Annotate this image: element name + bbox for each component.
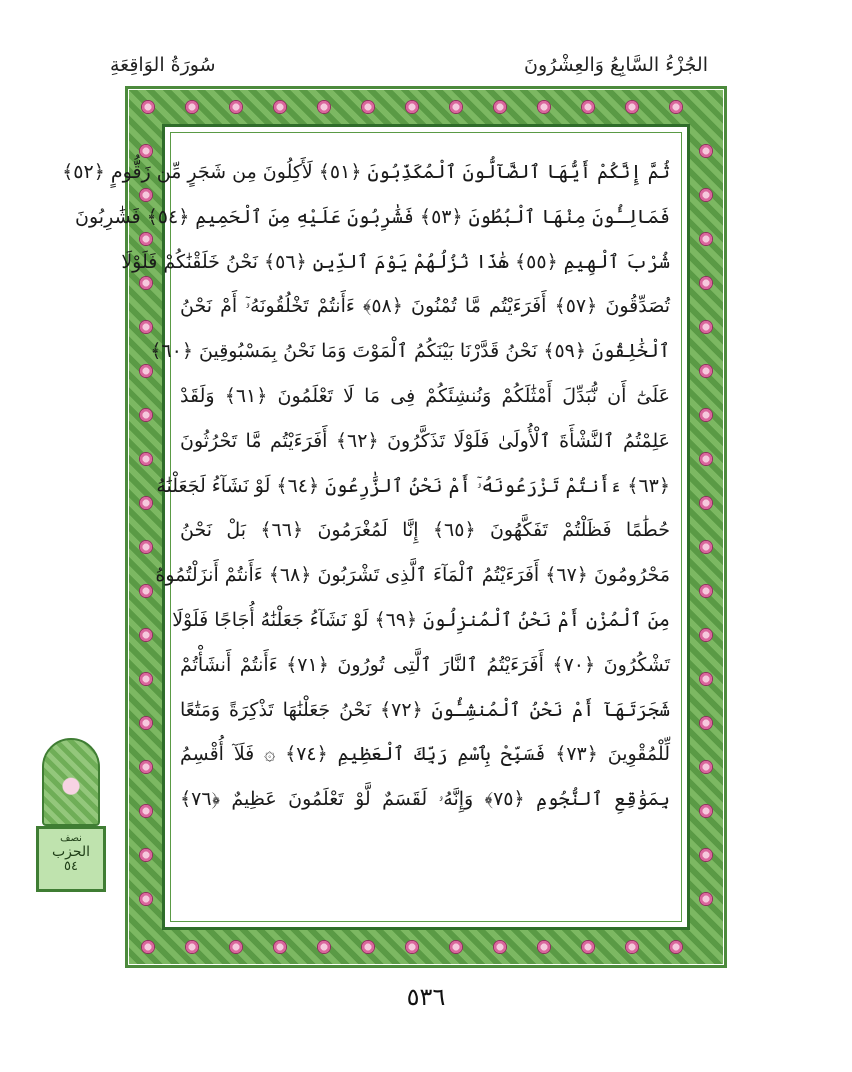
flower-ornament	[493, 100, 507, 114]
flower-ornament	[699, 716, 713, 730]
hizb-fraction: نصف	[60, 833, 82, 844]
flower-ornament	[669, 940, 683, 954]
hizb-word: الحزب	[51, 844, 91, 860]
flower-ornament	[139, 848, 153, 862]
flower-ornament	[317, 940, 331, 954]
flower-ornament	[405, 100, 419, 114]
flower-ornament	[699, 540, 713, 554]
flower-ornament	[273, 100, 287, 114]
flower-ornament	[581, 100, 595, 114]
flower-ornament	[699, 628, 713, 642]
text-line-13: شَجَرَتَهَآ أَمْ نَحْنُ ٱلْمُنشِـُٔونَ ﴿٧٢﴾ نَحْنُ جَعَلْنَٰهَا تَذْكِرَةً وَمَتَٰعًا	[180, 698, 670, 721]
text-line-14: لِّلْمُقْوِينَ ﴿٧٣﴾ فَسَبِّحْ بِٱسْمِ رَبِّكَ ٱلْعَظِيمِ ﴿٧٤﴾ ۞ فَلَآ أُقْسِمُ	[180, 743, 670, 766]
flower-ornament	[139, 628, 153, 642]
text-line-1: ثُمَّ إِنَّكُمْ أَيُّهَا ٱلضَّآلُّونَ ٱلْمُكَذِّبُونَ ﴿٥١﴾ لَأَكِلُونَ مِن شَجَرٍ مِّن زَقُّومٍ ﴿٥٢﴾	[62, 161, 670, 183]
flower-ornament	[699, 320, 713, 334]
flower-ornament	[229, 100, 243, 114]
flower-ornament	[699, 364, 713, 378]
flower-ornament	[699, 188, 713, 202]
flower-ornament	[669, 100, 683, 114]
flower-ornament	[139, 452, 153, 466]
flower-ornament	[699, 584, 713, 598]
flower-ornament	[139, 496, 153, 510]
text-line-8: ﴿٦٣﴾ ءَأَنتُمْ تَزْرَعُونَهُۥٓ أَمْ نَحْنُ ٱلزَّٰرِعُونَ ﴿٦٤﴾ لَوْ نَشَآءُ لَجَعَلْنَٰهُ	[156, 474, 670, 497]
flower-ornament	[361, 940, 375, 954]
hizb-marker	[34, 738, 108, 892]
text-line-10: مَحْرُومُونَ ﴿٦٧﴾ أَفَرَءَيْتُمُ ٱلْمَآءَ ٱلَّذِى تَشْرَبُونَ ﴿٦٨﴾ ءَأَنتُمْ أَنزَلْتُمُوهُ	[155, 564, 670, 587]
flower-ornament	[699, 672, 713, 686]
text-line-9: حُطَٰمًا فَظَلْتُمْ تَفَكَّهُونَ ﴿٦٥﴾ إِنَّا لَمُغْرَمُونَ ﴿٦٦﴾ بَلْ نَحْنُ	[180, 519, 671, 542]
flower-ornament	[537, 940, 551, 954]
flower-ornament	[699, 848, 713, 862]
flower-ornament	[699, 452, 713, 466]
flower-ornament	[449, 940, 463, 954]
flower-ornament	[141, 940, 155, 954]
flower-ornament	[273, 940, 287, 954]
text-line-4: تُصَدِّقُونَ ﴿٥٧﴾ أَفَرَءَيْتُم مَّا تُمْنُونَ ﴿٥٨﴾ ءَأَنتُمْ تَخْلُقُونَهُۥٓ أَمْ نَحْنُ	[180, 295, 670, 318]
flower-ornament	[699, 144, 713, 158]
juz-title: الجُزْءُ السَّابِعُ وَالعِشْرُونَ	[523, 54, 708, 76]
flower-ornament	[229, 940, 243, 954]
flower-ornament	[699, 892, 713, 906]
flower-ornament	[185, 100, 199, 114]
text-line-12: تَشْكُرُونَ ﴿٧٠﴾ أَفَرَءَيْتُمُ ٱلنَّارَ ٱلَّتِى تُورُونَ ﴿٧١﴾ ءَأَنتُمْ أَنشَأْتُمْ	[180, 653, 670, 676]
flower-ornament	[493, 940, 507, 954]
text-line-3: شُرْبَ ٱلْهِيمِ ﴿٥٥﴾ هَٰذَا نُزُلُهُمْ يَوْمَ ٱلدِّينِ ﴿٥٦﴾ نَحْنُ خَلَقْنَٰكُمْ فَلَوْلَا	[121, 250, 670, 273]
hizb-dome-ornament	[42, 738, 100, 826]
flower-ornament	[317, 100, 331, 114]
flower-ornament	[537, 100, 551, 114]
surah-title: سُورَةُ الوَاقِعَةِ	[110, 54, 216, 76]
flower-ornament	[139, 716, 153, 730]
text-line-6: عَلَىٰٓ أَن نُّبَدِّلَ أَمْثَٰلَكُمْ وَنُنشِئَكُمْ فِى مَا لَا تَعْلَمُونَ ﴿٦١﴾ وَلَقَدْ	[180, 384, 670, 407]
flower-ornament	[699, 276, 713, 290]
flower-ornament	[581, 940, 595, 954]
flower-ornament	[139, 408, 153, 422]
flower-ornament	[139, 760, 153, 774]
flower-ornament	[141, 100, 155, 114]
quran-text	[62, 150, 671, 822]
flower-ornament	[139, 892, 153, 906]
flower-ornament	[625, 100, 639, 114]
text-line-5: ٱلْخَٰلِقُونَ ﴿٥٩﴾ نَحْنُ قَدَّرْنَا بَيْنَكُمُ ٱلْمَوْتَ وَمَا نَحْنُ بِمَسْبُوقِينَ ﴿٦٠﴾	[150, 340, 670, 363]
flower-ornament	[449, 100, 463, 114]
hizb-label-box	[36, 826, 106, 892]
page-number: ٥٣٦	[406, 983, 446, 1011]
flower-ornament	[405, 940, 419, 954]
flower-ornament	[699, 804, 713, 818]
text-line-7: عَلِمْتُمُ ٱلنَّشْأَةَ ٱلْأُولَىٰ فَلَوْلَا تَذَكَّرُونَ ﴿٦٢﴾ أَفَرَءَيْتُم مَّا تَحْرُثُونَ	[180, 429, 670, 452]
flower-ornament	[139, 804, 153, 818]
flower-ornament	[139, 672, 153, 686]
flower-ornament	[699, 496, 713, 510]
flower-ornament	[699, 760, 713, 774]
text-line-15: بِمَوَٰقِعِ ٱلنُّجُومِ ﴿٧٥﴾ وَإِنَّهُۥ لَقَسَمٌ لَّوْ تَعْلَمُونَ عَظِيمٌ ﴿٧٦﴾	[180, 788, 670, 811]
flower-ornament	[185, 940, 199, 954]
flower-ornament	[625, 940, 639, 954]
flower-ornament	[699, 408, 713, 422]
text-line-2: فَمَالِـُٔونَ مِنْهَا ٱلْبُطُونَ ﴿٥٣﴾ فَشَٰرِبُونَ عَلَيْهِ مِنَ ٱلْحَمِيمِ ﴿٥٤﴾ فَشَٰرِبُونَ	[75, 205, 670, 228]
flower-ornament	[699, 232, 713, 246]
hizb-number: ٥٤	[64, 859, 78, 874]
flower-ornament	[361, 100, 375, 114]
flower-ornament	[139, 540, 153, 554]
flower-ornament	[139, 584, 153, 598]
text-line-11: مِنَ ٱلْمُزْنِ أَمْ نَحْنُ ٱلْمُنزِلُونَ ﴿٦٩﴾ لَوْ نَشَآءُ جَعَلْنَٰهُ أُجَاجًا فَلَوْلَا	[172, 608, 670, 631]
